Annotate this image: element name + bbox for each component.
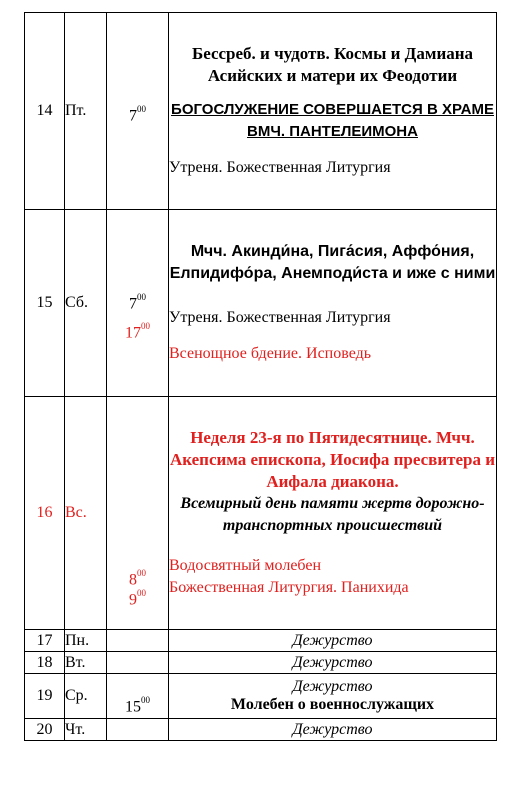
day-number: 17 bbox=[25, 630, 65, 652]
weekday: Пт. bbox=[65, 13, 107, 210]
weekday: Ср. bbox=[65, 674, 107, 719]
day-number: 16 bbox=[25, 397, 65, 630]
day-number: 19 bbox=[25, 674, 65, 719]
day-number: 18 bbox=[25, 652, 65, 674]
table-row-20 bbox=[25, 719, 497, 741]
day-number: 15 bbox=[25, 210, 65, 397]
weekday: Сб. bbox=[65, 210, 107, 397]
table-row-15 bbox=[25, 210, 497, 397]
day-number: 20 bbox=[25, 719, 65, 741]
duty-label: Дежурство bbox=[169, 630, 497, 652]
service-time: $9^{00}$ bbox=[129, 587, 146, 608]
service-time: $7^{00}$ bbox=[129, 291, 146, 312]
duty-label: Дежурство bbox=[169, 652, 497, 674]
duty-label: Дежурство bbox=[169, 719, 497, 741]
service-time: $17^{00}$ bbox=[125, 321, 150, 342]
location-notice: БОГОСЛУЖЕНИЕ СОВЕРШАЕТСЯ В ХРАМЕ ВМЧ. ПАНТЕЛЕИМОНА bbox=[171, 101, 494, 140]
service-line: Всенощное бдение. Исповедь bbox=[169, 345, 372, 362]
feast-title: Неделя 23-я по Пятидесятнице. Мчч. Акепсима епископа, Иосифа пресвитера и Аифала диакона. bbox=[169, 428, 496, 491]
service-time: $15^{00}$ bbox=[125, 694, 150, 715]
service-times bbox=[107, 210, 169, 397]
duty-label: Дежурство bbox=[292, 678, 373, 695]
service-line: Водосвятный молебен bbox=[169, 557, 322, 574]
memorial-day: Всемирный день памяти жертв дорожно-транспортных происшествий bbox=[180, 495, 485, 534]
service-times bbox=[107, 397, 169, 630]
table-row-16 bbox=[25, 397, 497, 630]
feast-title: Мчч. Акинди́на, Пига́сия, Аффо́ния, Елпидифо́ра, Анемподи́ста и иже с ними bbox=[169, 243, 496, 282]
weekday: Чт. bbox=[65, 719, 107, 741]
service-time: $8^{00}$ bbox=[129, 568, 146, 589]
event-cell bbox=[169, 397, 497, 630]
service-times bbox=[107, 630, 169, 652]
service-times bbox=[107, 674, 169, 719]
event-cell bbox=[169, 674, 497, 719]
weekday: Пн. bbox=[65, 630, 107, 652]
feast-title: Бессреб. и чудотв. Космы и Дамиана Асийских и матери их Феодотии bbox=[191, 44, 474, 85]
service-line: Божественная Литургия. Панихида bbox=[169, 579, 409, 596]
service-time: $7^{00}$ bbox=[129, 104, 146, 125]
table-row-14 bbox=[25, 13, 497, 210]
table-row-17 bbox=[25, 630, 497, 652]
prayer-service: Молебен о военнослужащих bbox=[230, 696, 435, 713]
event-cell bbox=[169, 210, 497, 397]
day-number: 14 bbox=[25, 13, 65, 210]
event-cell bbox=[169, 13, 497, 210]
service-line: Утреня. Божественная Литургия bbox=[169, 159, 391, 176]
weekday: Вт. bbox=[65, 652, 107, 674]
schedule-table bbox=[24, 12, 497, 741]
service-times bbox=[107, 652, 169, 674]
table-row-19 bbox=[25, 674, 497, 719]
weekday: Вс. bbox=[65, 397, 107, 630]
service-times bbox=[107, 719, 169, 741]
service-line: Утреня. Божественная Литургия bbox=[169, 309, 391, 326]
service-times bbox=[107, 13, 169, 210]
table-row-18 bbox=[25, 652, 497, 674]
